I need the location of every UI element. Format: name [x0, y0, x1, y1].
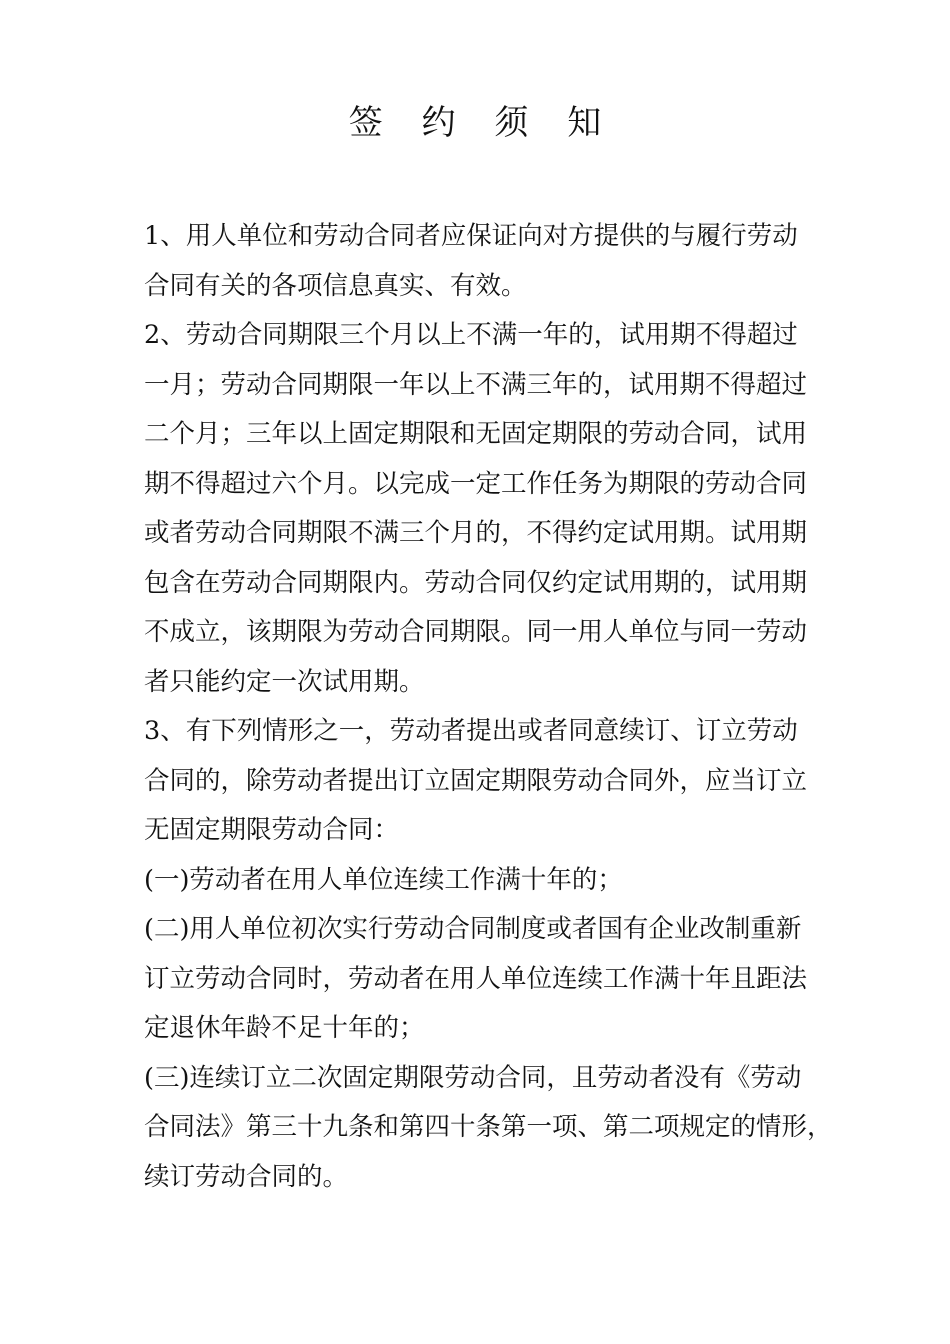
text-line: 3、有下列情形之一，劳动者提出或者同意续订、订立劳动	[144, 716, 798, 746]
text-line: 期不得超过六个月。以完成一定工作任务为期限的劳动合同	[144, 468, 808, 499]
text-line: 合同的，除劳动者提出订立固定期限劳动合同外，应当订立	[144, 765, 808, 796]
text-line: 合同法》第三十九条和第四十条第一项、第二项规定的情形，	[144, 1112, 833, 1142]
text-line: 定退休年龄不足十年的；	[144, 1013, 425, 1043]
document-title: 签 约 须 知	[348, 103, 616, 143]
document-body	[144, 212, 833, 1202]
text-line: 者只能约定一次试用期。	[144, 666, 425, 697]
text-line: 无固定期限劳动合同：	[144, 815, 400, 845]
text-line: 续订劳动合同的。	[144, 1161, 349, 1192]
text-line: 包含在劳动合同期限内。劳动合同仅约定试用期的，试用期	[144, 567, 808, 598]
text-line: 订立劳动合同时，劳动者在用人单位连续工作满十年且距法	[144, 963, 808, 994]
text-line: (一)劳动者在用人单位连续工作满十年的；	[144, 864, 623, 895]
text-line: 1、用人单位和劳动合同者应保证向对方提供的与履行劳动	[144, 221, 798, 251]
text-line: (二)用人单位初次实行劳动合同制度或者国有企业改制重新	[144, 914, 802, 944]
text-line: 不成立，该期限为劳动合同期限。同一用人单位与同一劳动	[144, 617, 808, 647]
text-line: (三)连续订立二次固定期限劳动合同，且劳动者没有《劳动	[144, 1062, 802, 1093]
text-line: 2、劳动合同期限三个月以上不满一年的，试用期不得超过	[144, 320, 798, 350]
text-line: 一月；劳动合同期限一年以上不满三年的，试用期不得超过	[144, 369, 808, 400]
text-line: 合同有关的各项信息真实、有效。	[144, 270, 527, 301]
text-line: 二个月；三年以上固定期限和无固定期限的劳动合同，试用	[144, 419, 808, 449]
text-line: 或者劳动合同期限不满三个月的，不得约定试用期。试用期	[144, 518, 808, 548]
